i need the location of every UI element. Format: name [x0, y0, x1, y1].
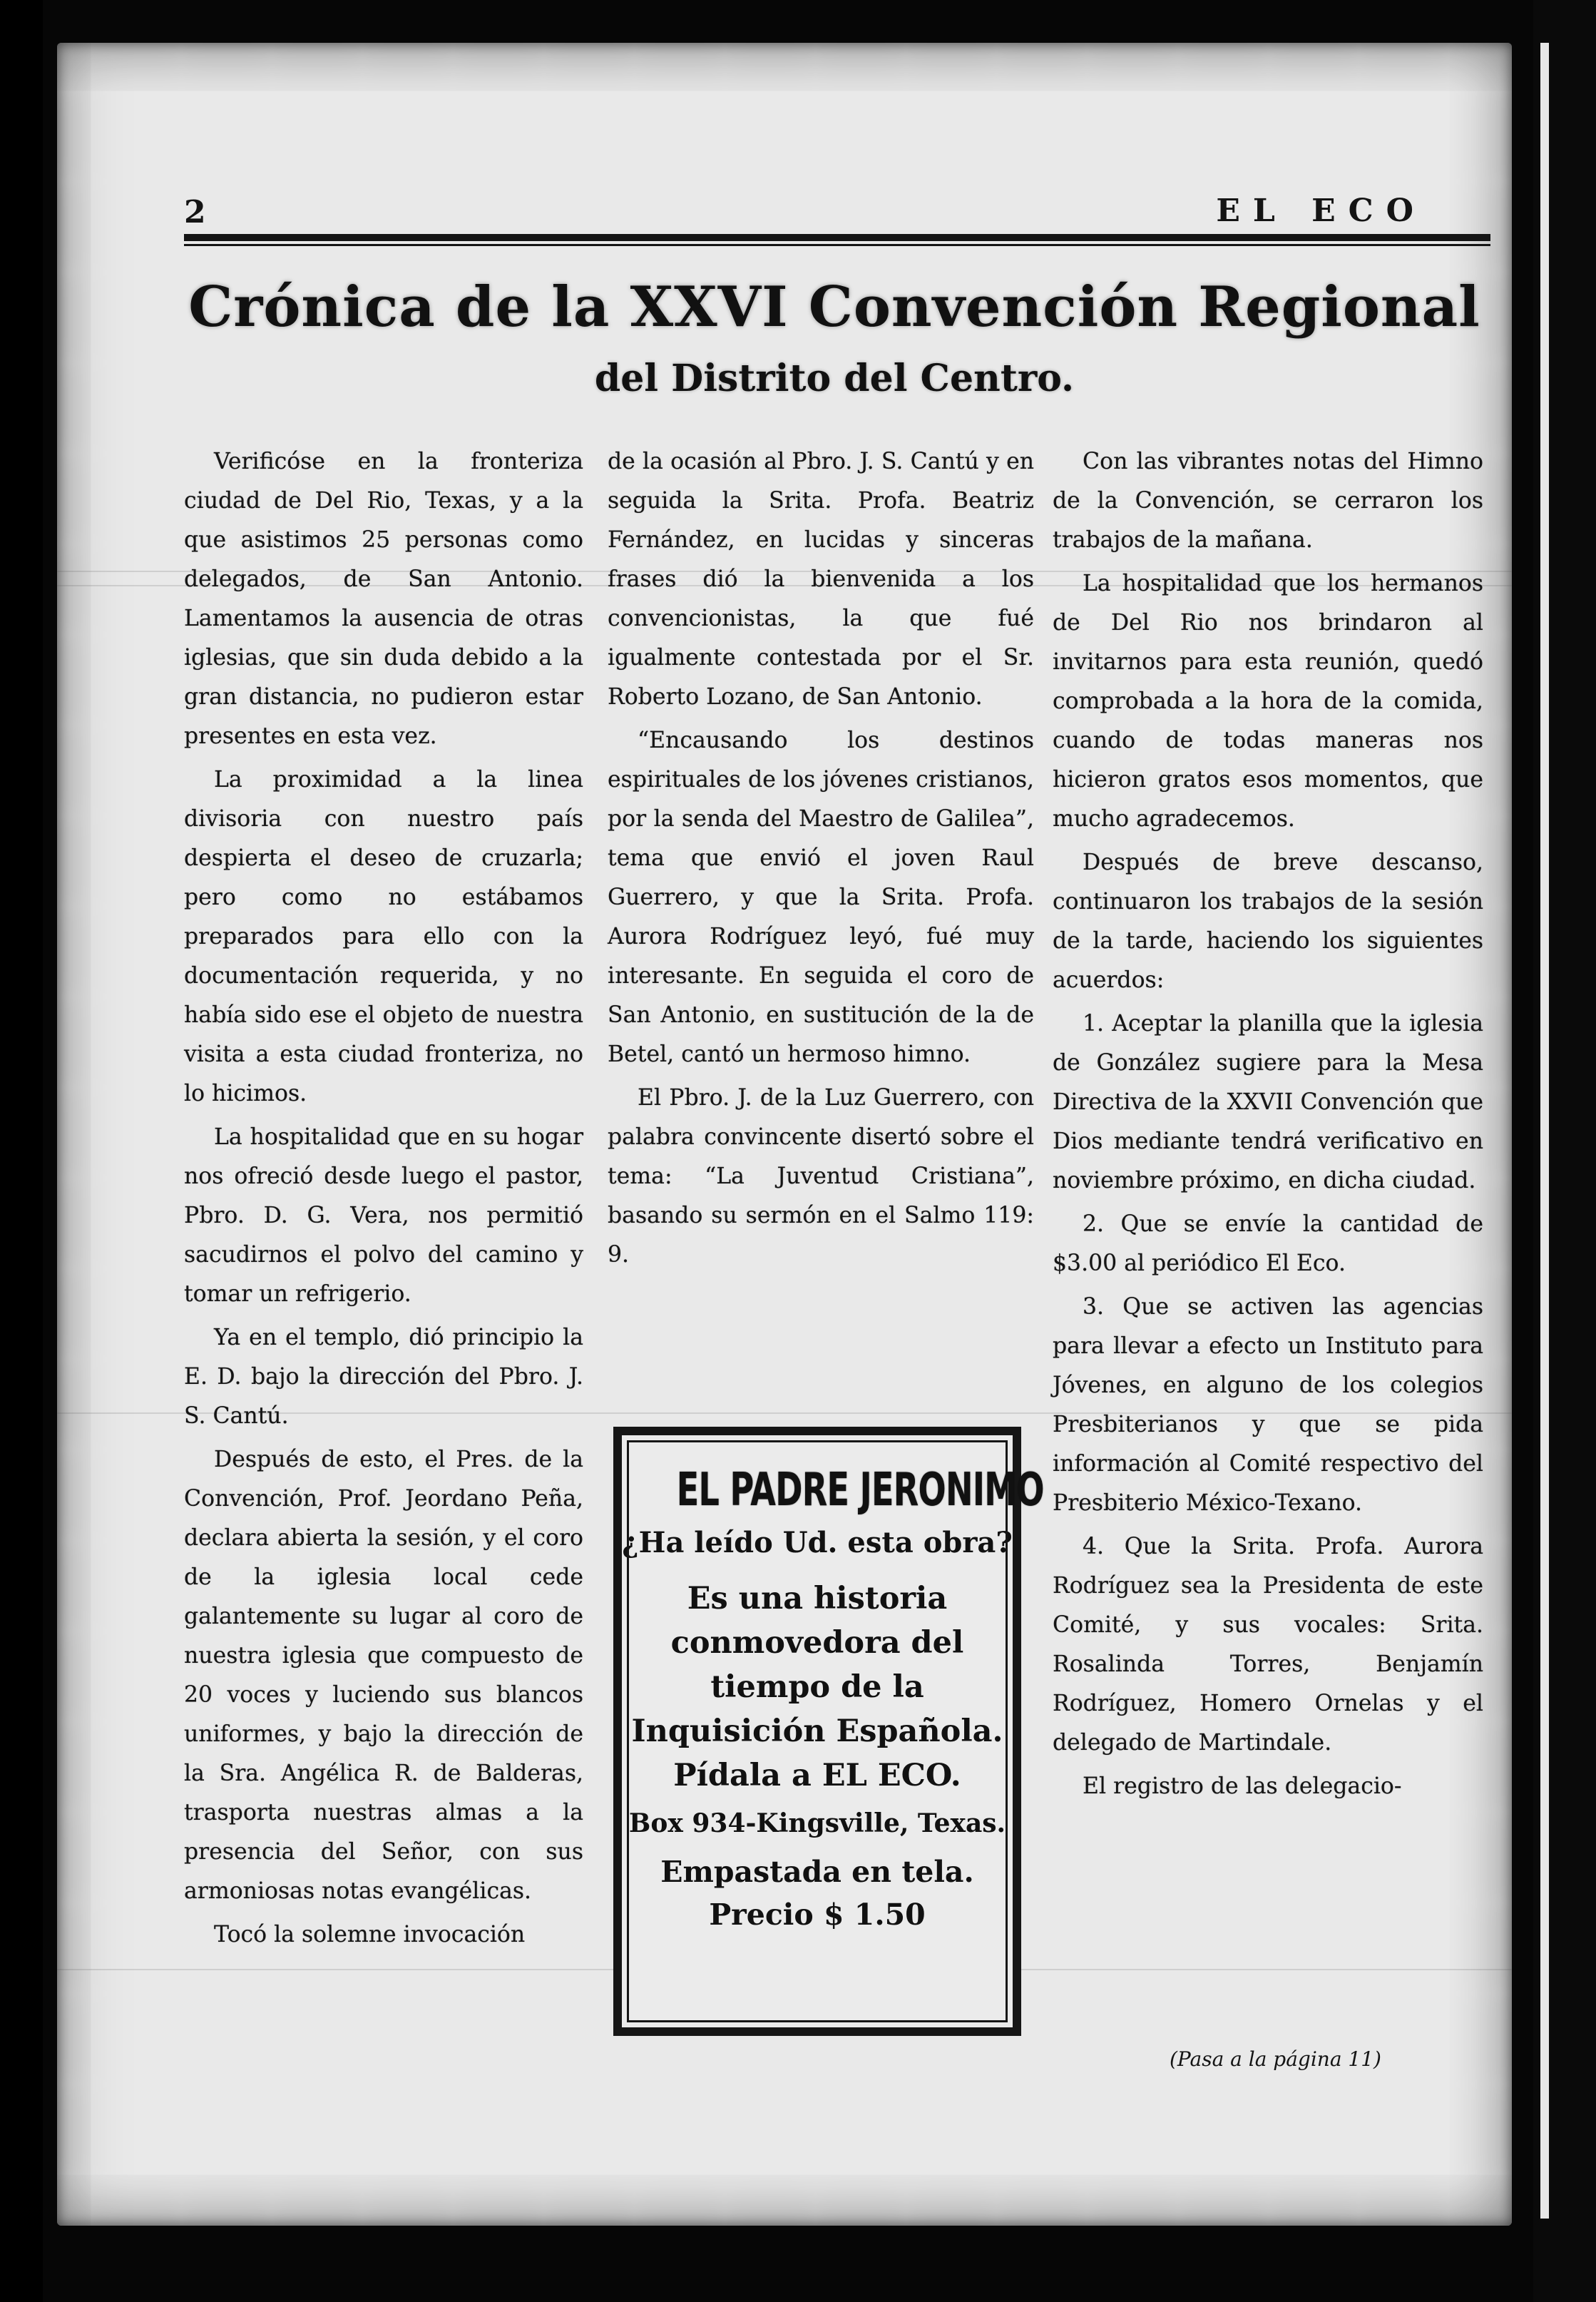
paragraph: Con las vibrantes notas del Himno de la Convención, se cerraron los trabajos de la mañana. — [1053, 449, 1483, 553]
paragraph: El Pbro. J. de la Luz Guerrero, con palabra convincente disertó sobre el tema: “La Juventud Cristiana”, basando su sermón en el Salmo 119: 9. — [608, 1085, 1034, 1268]
ad-address: Box 934-Kingsville, Texas. — [628, 1808, 1006, 1838]
header-rule-thin — [184, 244, 1490, 246]
paragraph: Después de esto, el Pres. de la Convención, Prof. Jeordano Peña, declara abierta la sesión, y el coro de la iglesia local cede galantemente su lugar al coro de nuestra iglesia que compuesto de 20 voces y luciendo sus blancos uniformes, y bajo la dirección de la Sra. Angélica R. de Balderas, trasporta nuestras almas a la presencia del Señor, con sus armoniosas notas evangélicas. — [184, 1447, 583, 1904]
film-border-right — [1533, 0, 1596, 2302]
article-title: Crónica de la XXVI Convención Regional — [188, 275, 1480, 340]
article-subtitle: del Distrito del Centro. — [594, 357, 1075, 400]
publication-name: EL ECO — [1216, 193, 1426, 229]
ad-question: ¿Ha leído Ud. esta obra? — [622, 1526, 1013, 1559]
paragraph: Después de breve descanso, continuaron los trabajos de la sesión de la tarde, haciendo los siguientes acuerdos: — [1053, 850, 1483, 993]
paragraph: Tocó la solemne invocación — [214, 1922, 526, 1947]
article-column-2 — [608, 442, 1034, 1279]
agreement-item: 4. Que la Srita. Profa. Aurora Rodríguez sea la Presidenta de este Comité, y sus vocales: Srita. Rosalinda Torres, Benjamín Rodríguez, Homero Ornelas y el delegado de Martindale. — [1053, 1534, 1483, 1756]
continued-note: (Pasa a la página 11) — [1170, 2047, 1381, 2071]
agreement-item: 3. Que se activen las agencias para llevar a efecto un Instituto para Jóvenes, en alguno de los colegios Presbiterianos y que se pida información al Comité respectivo del Presbiterio México-Texano. — [1053, 1294, 1483, 1516]
ad-price: Precio $ 1.50 — [709, 1898, 926, 1932]
ad-body: Es una historia conmovedora del tiempo de la Inquisición Española. Pídala a EL ECO. — [631, 1581, 1003, 1793]
book-advertisement — [613, 1427, 1044, 2036]
agreement-item: 1. Aceptar la planilla que la iglesia de González sugiere para la Mesa Directiva de la XXVII Convención que Dios mediante tendrá verificativo en noviembre próximo, en dicha ciudad. — [1053, 1011, 1483, 1193]
header-rule — [184, 234, 1490, 241]
paragraph: La hospitalidad que en su hogar nos ofreció desde luego el pastor, Pbro. D. G. Vera, nos permitió sacudirnos el polvo del camino y tomar un refrigerio. — [184, 1124, 583, 1307]
paragraph: El registro de las delegacio- — [1083, 1773, 1402, 1799]
paragraph: Verificóse en la fronteriza ciudad de Del Rio, Texas, y a la que asistimos 25 personas como delegados, de San Antonio. Lamentamos la ausencia de otras iglesias, que sin duda debido a la gran distancia, no pudieron estar presentes en esta vez. — [184, 449, 583, 749]
paragraph: La proximidad a la linea divisoria con nuestro país despierta el deseo de cruzarla; pero como no estábamos preparados para ello con la documentación requerida, y no había sido ese el objeto de nuestra visita a esta ciudad fronteriza, no lo hicimos. — [184, 767, 583, 1106]
agreement-item: 2. Que se envíe la cantidad de $3.00 al periódico El Eco. — [1053, 1211, 1483, 1276]
newspaper-page — [57, 43, 1512, 2226]
film-border-left — [0, 0, 43, 2302]
ad-binding: Empastada en tela. — [660, 1855, 974, 1889]
paragraph: Ya en el templo, dió principio la E. D. bajo la dirección del Pbro. J. S. Cantú. — [184, 1325, 583, 1429]
article-column-1 — [184, 442, 583, 1959]
paragraph: de la ocasión al Pbro. J. S. Cantú y en seguida la Srita. Profa. Beatriz Fernández, en lucidas y sinceras frases dió la bienvenida a los convencionistas, la que fué igualmente contestada por el Sr. Roberto Lozano, de San Antonio. — [608, 449, 1034, 710]
page-number: 2 — [184, 194, 206, 230]
adjacent-page-edge — [1540, 43, 1549, 2219]
ad-title: EL PADRE JERONIMO — [676, 1464, 1044, 1517]
paragraph: La hospitalidad que los hermanos de Del Rio nos brindaron al invitarnos para esta reunión, quedó comprobada a la hora de la comida, cuando de todas maneras nos hicieron gratos esos momentos, que mucho agradecemos. — [1053, 571, 1483, 832]
paragraph: “Encausando los destinos espirituales de los jóvenes cristianos, por la senda del Maestro de Galilea”, tema que envió el joven Raul Guerrero, y que la Srita. Profa. Aurora Rodríguez leyó, fué muy interesante. En seguida el coro de San Antonio, en sustitución de la de Betel, cantó un hermoso himno. — [608, 728, 1034, 1067]
article-column-3 — [1053, 442, 1483, 1810]
